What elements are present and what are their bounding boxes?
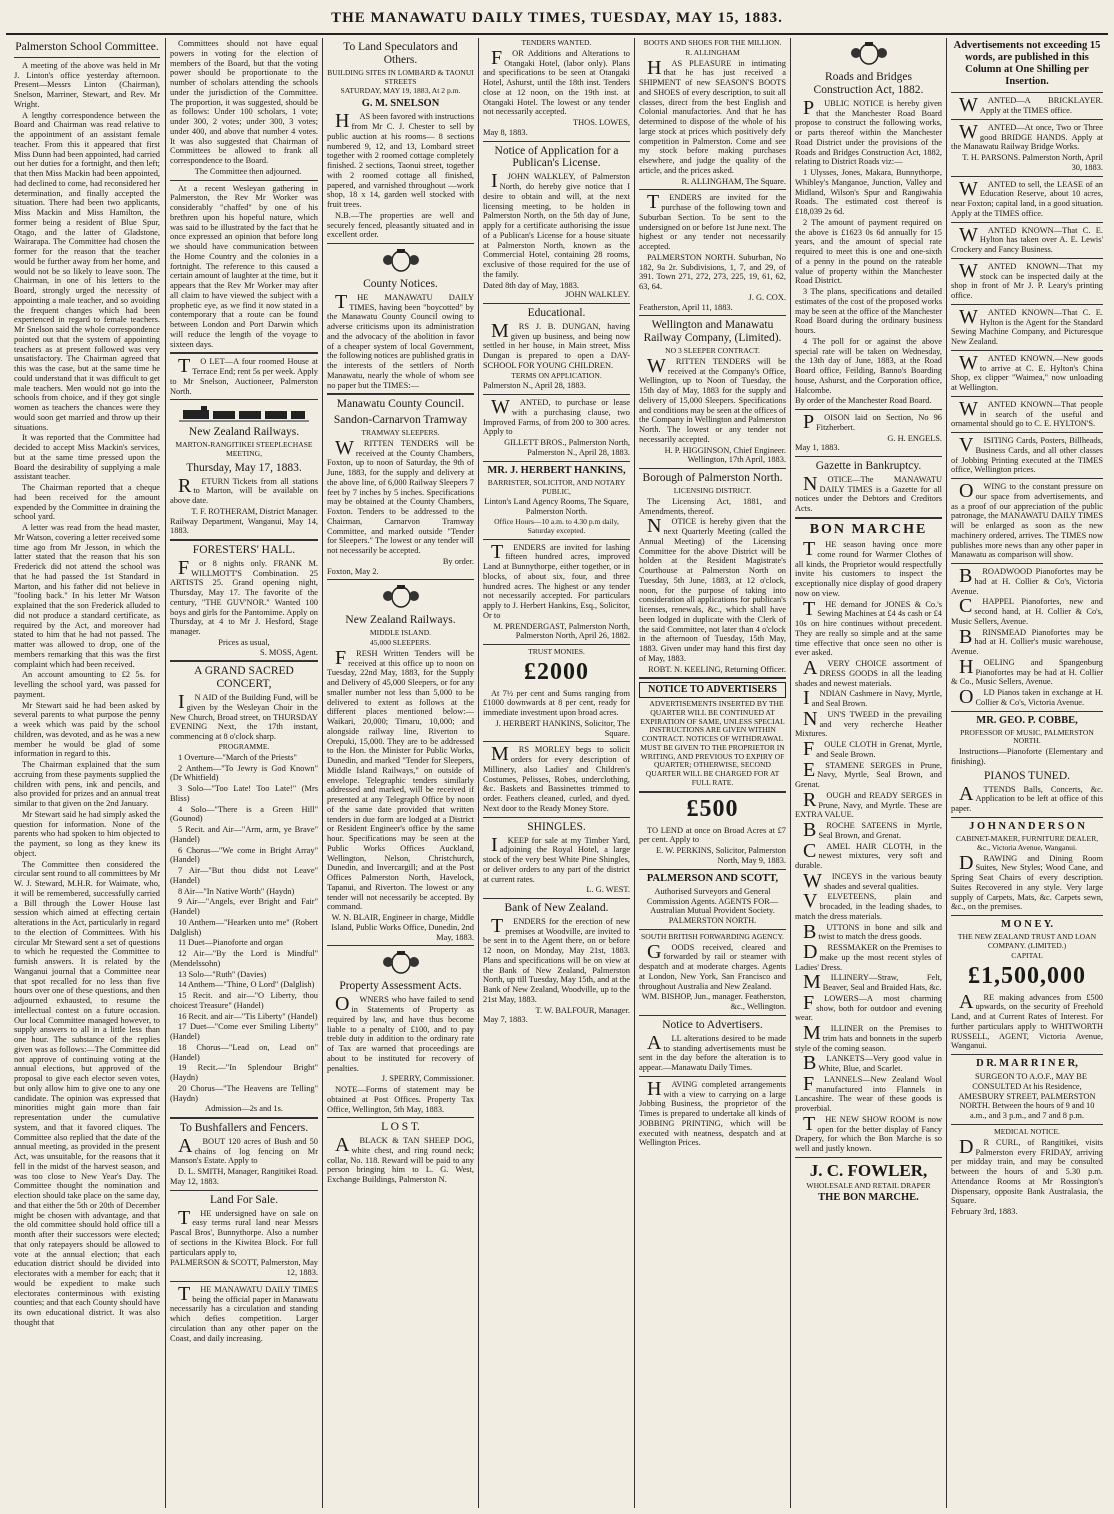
ad-body: IN AID of the Building Fund, will be given by the Wesleyan Choir in the New Church, Broad street, on THURSDAY EVENING Next, the 17th instant, commencing at 8 o'clock sharp. xyxy=(170,691,318,742)
ad-body: WRITTEN TENDERS will be received at the Company's Office, Wellington, up to Noon of Tuesday, the 15th day of May, 1883 for the supply and delivery of 15,000 Sleepers. Specifications and conditions may be seen at the offices of the Company in Wellington and Palmerston North. The lowest or any tender not necessarily accepted. xyxy=(639,354,786,444)
ad-title: Educational. xyxy=(527,307,586,320)
ad-dateline: Railway Department, Wanganui, May 14, 1883. xyxy=(170,516,318,536)
program-heading: PROGRAMME. xyxy=(218,741,270,751)
ad-signature: T. W. BALFOUR, Manager. xyxy=(535,1005,630,1015)
divider xyxy=(327,945,474,946)
roads-item: 4 The poll for or against the above special rate will be taken on Wednesday, the 13th day of June, 1883, at the Road Board office, Feilding, Banno's Boarding house, Ashurst, and the Corporation office, Halcombe. xyxy=(795,336,942,395)
divider xyxy=(951,1124,1103,1125)
ad-title: To Bushfallers and Fencers. xyxy=(179,1122,309,1135)
bon-marche-item: FLOWERS—A most charming show, both for outdoor and evening wear. xyxy=(795,991,942,1023)
small-ad: BROADWOOD Pianofortes may be had at H. Collier & Co's, Victoria Avenue. xyxy=(951,565,1103,596)
ad-line: CAPITAL xyxy=(1011,950,1043,960)
divider xyxy=(639,189,786,190)
paragraph: The Chairman explained that the sum accruing from these payments supplied the children with pens, ink and pencils, and also provided for prizes and an annual treat similar to that given on the 2nd January. xyxy=(14,760,160,809)
divider xyxy=(327,1117,474,1118)
ad-body: IKEEP for sale at my Timber Yard, adjoining the Royal Hotel, a large stock of the very best White Pine Shingles, or deliver orders to any part of the district at current rates. xyxy=(483,833,630,884)
train-icon xyxy=(179,403,309,423)
masthead: THE MANAWATU DAILY TIMES, TUESDAY, MAY 15, 1883. xyxy=(331,10,783,26)
ad-subtitle: Sandon-Carnarvon Tramway xyxy=(333,414,468,427)
ad-title: PIANOS TUNED. xyxy=(983,769,1071,782)
divider xyxy=(483,461,630,462)
program-item: 6 Chorus—"We come in Bright Array" (Handel) xyxy=(170,845,318,865)
ad-signature: By order of the Manchester Road Board. xyxy=(795,396,932,406)
divider xyxy=(639,1015,786,1016)
ad-body: GOODS received, cleared and forwarded by rail or steamer with despatch and at moderate charges. Agents at London, New York, San Francisco and throughout Australia and New Zealand. xyxy=(639,940,786,991)
ad-body: DRAWING and Dining Room Suites, New Styles; Wood Cane, and Spring Seat Chairs of every description. Suites Recovered in any style. Very large supply of Carpets, Mats, &c. Carpets sewn, &c., on the premises. xyxy=(951,851,1103,912)
divider xyxy=(327,243,474,244)
ad-title: MEDICAL NOTICE. xyxy=(994,1126,1060,1136)
ad-body: THE MANAWATU DAILY TIMES being the official paper in Manawatu necessarily has a circulation and standing which defies competition. Larger circulation than any other paper on the Coast, and daily increasing. xyxy=(170,1282,318,1343)
bon-marche-item: NUN'S TWEED in the prevailing and very recherche Heather Mixtures. xyxy=(795,707,942,739)
ad-title: FORESTERS' HALL. xyxy=(192,544,296,557)
ad-subtitle: R. ALLINGHAM xyxy=(685,47,740,57)
ad-subtitle: MIDDLE ISLAND. xyxy=(369,628,432,638)
divider xyxy=(951,304,1103,305)
column-1 xyxy=(14,38,160,1508)
paragraph: It was reported that the Committee had decided to accept Miss Mackin's services, but at the same time pressed upon the Board the desirability of supplying a male assistant teacher. xyxy=(14,433,160,482)
ad-body: The Licensing Act, 1881, and Amendments, thereof. xyxy=(639,496,786,516)
column-rule xyxy=(946,38,947,1508)
ad-line: TERMS ON APPLICATION. xyxy=(511,370,602,380)
divider xyxy=(951,258,1103,259)
ad-body: DR CURL, of Rangitikei, visits Palmerston every FRIDAY, arriving per midday train, and may be consulted between the hours of and 5.30 p.m. Attendance Rooms at Mr Rossington's Dispensary, opposite Bank Australasia, the Square. xyxy=(951,1135,1103,1206)
divider xyxy=(170,1281,318,1282)
divider xyxy=(170,180,318,181)
ad-body: HAS PLEASURE in intimating that he has just received a SHIPMENT of new SEASON'S BOOTS and SHOES of every description, to suit all classes, direct from the best English and Colonial manufactories. And that he has determined to dispose of the whole of his large stock at prices which positively defy competition in Palmerston. Come and see my stock before making purchases elsewhere, and judge the quality of the article, and the prices asked. xyxy=(639,56,786,175)
divider xyxy=(795,1157,942,1158)
divider xyxy=(483,539,630,540)
divider xyxy=(795,517,942,519)
ad-body: HAS been favored with instructions from Mr C. J. Chester to sell by public auction at his rooms— 8 sections numbered 9, 12, and 13, Lombard street together with 2 roomed cottage completely finished. 2 sections, Taonui street, together with 2 roomed cottage all finished, papered, and varnished throughout —work shop, 18 x 14, garden well stocked with fruit trees. xyxy=(327,110,474,210)
ad-title: MR. GEO. P. COBBE, xyxy=(976,714,1078,726)
ad-title: Manawatu County Council. xyxy=(336,398,465,411)
ad-signature: R. ALLINGHAM, The Square. xyxy=(681,176,786,186)
divider xyxy=(795,409,942,410)
bon-marche-list xyxy=(795,540,942,1154)
divider xyxy=(951,1054,1103,1055)
ad-body: NOTICE is hereby given that the next Quarterly Meeting (called the Annual Meeting) of the Licensing Committee for the above District will be holden at the Resident Magistrate's Courthouse at Palmerston North on Tuesday, 5th June, 1883, at 12 o'clock, noon, for the purpose of taking into consideration all applications for publican's licenses, renewals, &c., which shall have been lodged in duplicate with the Clerk of the said Committee, not later than 4 o'clock in the afternoon of Tuesday, 15th May, 1883. Given under may hand this first day of May, 1883. xyxy=(639,515,786,663)
small-ad: VISITING Cards, Posters, Billheads, Business Cards, and all other classes of Jobbing Printing executed at the TIMES office, Wellington prices. xyxy=(951,434,1103,475)
program-item: 9 Air—"Angels, ever Bright and Fair" (Handel) xyxy=(170,897,318,917)
paragraph: The Chairman reported that a cheque had been received for the amount expended by the Committee in draining the school yard. xyxy=(14,483,160,522)
column-rule xyxy=(478,38,479,1508)
ad-body: PUBLIC NOTICE is hereby given that the Manchester Road Board propose to construct the following works, or parts thereof within the Manchester Road District under the provisions of the Roads and Bridges Construction Act, 1882, relating to District Roads viz:— xyxy=(795,96,942,167)
divider xyxy=(951,915,1103,916)
ad-body: TENDERS for the erection of new premises at Woodville, are invited to be sent in to the Agent there, on or before 12 noon, on Monday, May 21st, 1883. Plans and specifications will be on view at the Bank of New Zealand, Palmerston North, up till Tuesday, May 15th, and at the Bank of New Zealand, Woodville, up to the 21st May, 1883. xyxy=(483,914,630,1004)
bon-marche-item: THE demand for JONES & Co.'s Sewing Machines at £4 4s cash or £4 10s on hire continues without precedent. They are really so simple and at the same time effective that once seen no other is ever asked. xyxy=(795,597,942,658)
paragraph: An account amounting to £2 5s. for levelling the school yard, was passed for payment. xyxy=(14,670,160,699)
ad-title: Notice of Application for a Publican's License. xyxy=(494,144,619,170)
roads-list xyxy=(795,168,942,395)
ad-signature: ROBT. N. KEELING, Returning Officer. xyxy=(648,664,786,674)
ad-title: BOOTS AND SHOES FOR THE MILLION. xyxy=(643,38,782,47)
paragraph: Mr Stewart said he had been asked by several parents to what purpose the penny a week which was paid by the school children, was devoted, and as he was a new member he would be glad of some information in regard to this. xyxy=(14,700,160,759)
divider xyxy=(951,396,1103,397)
divider xyxy=(951,119,1103,120)
ad-body: WRITTEN TENDERS will be received at the County Chambers, Foxton, up to noon of Saturday, the 9th of June, 1883, for the supply and delivery at the above line, of 6,000 Railway Sleepers 7 feet by 7 inches by 5 inches. Specifications may be obtained at the County Chambers, Foxton. Tenders to be addressed to the Chairman, Carnarvon Tramway Committee, and marked outside "Tender for Sleepers." The lowest or any tender will not necessarily be accepted. xyxy=(327,436,474,556)
ad-signature: THOS. LOWES, xyxy=(573,118,630,128)
ad-title: County Notices. xyxy=(363,278,438,291)
coat-of-arms-icon xyxy=(846,40,892,68)
paragraph: The Committee then adjourned. xyxy=(194,166,302,176)
fowler-store: THE BON MARCHE. xyxy=(818,1192,919,1204)
divider xyxy=(951,92,1103,93)
ad-body: MRS J. B. DUNGAN, having given up business, and being now settled in her house, in Main street, Miss Dungan is prepared to open a DAY-SCHOOL FOR YOUNG CHILDREN. xyxy=(483,319,630,370)
auctioneer-name: G. M. SNELSON xyxy=(361,98,440,110)
ad-dateline: May 8, 1883. xyxy=(483,127,528,137)
program-item: 18 Chorus—"Lead on, Lead on" (Handel) xyxy=(170,1042,318,1062)
program-item: 12 Air—"By the Lord is Mindful" (Mendelssohn) xyxy=(170,949,318,968)
coat-of-arms-icon xyxy=(378,583,424,611)
program-item: 8 Air—"In Native Worth" (Haydn) xyxy=(178,886,295,896)
ad-signature: PALMERSON & SCOTT, Palmerston, May 12, 1883. xyxy=(170,1258,318,1278)
small-ad: WANTED to sell, the LEASE of an Education Reserve, about 10 acres, near Foxton; capital land, in a good situation. Apply at the TIMES office. xyxy=(951,177,1103,218)
ad-dateline: February 3rd, 1883. xyxy=(951,1207,1018,1217)
divider xyxy=(483,394,630,395)
divider xyxy=(14,57,160,58)
divider xyxy=(327,579,474,580)
ad-note: NOTE—Forms of statement may be obtained at Post Offices. Property Tax Office, Wellington, 5th May, 1883. xyxy=(327,1085,474,1114)
ad-subtitle: LICENSING DISTRICT. xyxy=(673,486,752,496)
program-list xyxy=(170,753,318,1104)
bon-marche-item: VELVETEENS, plain and brocaded, in the leading shades, to match the dress materials. xyxy=(795,890,942,921)
bon-marche-item: CAMEL HAIR CLOTH, in the newest mixtures, very soft and durable. xyxy=(795,839,942,871)
ad-signature: M. PRENDERGAST, Palmerston North, Palmerston North, April 26, 1882. xyxy=(493,621,630,641)
divider xyxy=(170,660,318,662)
divider xyxy=(639,677,786,679)
divider xyxy=(327,393,474,395)
ad-body: ARE making advances from £500 upwards, on the security of Freehold Land, and at Current Rates of Interest. For further particulars apply to WHITWORTH RUSSELL, AGENT, Victoria Avenue, Wanganui. xyxy=(951,990,1103,1051)
ad-amount: £1,500,000 xyxy=(968,962,1086,989)
ad-signature: J. HERBERT HANKINS, Solicitor, The Square. xyxy=(495,718,630,738)
divider xyxy=(639,315,786,316)
ad-body: ABOUT 120 acres of Bush and 50 chains of log fencing on Mr Manson's Estate. Apply to xyxy=(170,1134,318,1166)
program-item: 16 Recit. and air—"Tis Liberty" (Handel) xyxy=(178,1011,318,1021)
ad-body: For 8 nights only. FRANK M. WILLMOTT'S Combination. 25 ARTISTS 25. Grand opening night, Thursday, May 17. The favorite of the century, "THE GUV'NOR." Wanted 100 boys and girls for the Pantomime. Apply on Thursday, at 4 to Mr J. Hesford, Stage manager. xyxy=(170,556,318,637)
ad-title: D R. M A R R I N E R, xyxy=(976,1058,1078,1070)
divider xyxy=(951,478,1103,479)
column-2 xyxy=(170,38,318,1508)
column-rule xyxy=(790,38,791,1508)
ad-dateline: Featherston, April 11, 1883. xyxy=(639,302,733,312)
ad-signature: J. G. COX. xyxy=(748,292,786,302)
small-ad: WANTED—A BRICKLAYER. Apply at the TIMES office. xyxy=(959,94,1103,117)
divider xyxy=(639,791,786,793)
divider xyxy=(170,1190,318,1191)
ad-body: PALMERSTON NORTH. Suburban, No 182, 9a 2r. Subdivisions, 1, 7, and 29, of 391. Town 271, 272, 273, 225, 19, 61, 62, 63, 64. xyxy=(639,252,786,292)
ad-title: SHINGLES. xyxy=(527,820,586,833)
ad-dateline: May 12, 1883. xyxy=(170,1176,219,1186)
ad-title: TRUST MONIES. xyxy=(528,647,585,657)
ad-signature: JOHN WALKLEY. xyxy=(565,290,630,300)
bon-marche-item: BUTTONS in bone and silk and twist to match the dress goods. xyxy=(803,920,942,943)
ad-signature: T. F. ROTHERAM, District Manager. xyxy=(191,506,318,516)
program-item: 3 Solo—"Too Late! Too Late!" (Mrs Bliss) xyxy=(170,784,318,803)
bon-marche-item: WINCEYS in the various beauty shades and several qualities. xyxy=(803,869,942,892)
coat-of-arms-icon xyxy=(378,949,424,977)
ad-title: New Zealand Railways. xyxy=(188,426,300,439)
ad-subtitle: TRAMWAY SLEEPERS. xyxy=(361,428,440,438)
ad-subtitle: 45,000 SLEEPERS. xyxy=(370,638,431,648)
small-ad: BRINSMEAD Pianofortes may be had at H. Collier's music warehouse, Avenue. xyxy=(951,625,1103,656)
ad-signature: J. SPERRY, Commissioner. xyxy=(381,1074,474,1084)
divider xyxy=(951,222,1103,223)
divider xyxy=(483,817,630,818)
ad-signature: E. W. PERKINS, Solicitor, Palmerston North, May 9, 1883. xyxy=(656,846,786,865)
column-rule xyxy=(634,38,635,1508)
bon-marche-item: MILLINERY—Straw, Felt, Beaver, Seal and Braided Hats, &c. xyxy=(803,971,942,994)
small-ad: CHAPPEL Pianofortes, new and second hand, at H. Collier & Co's, Music Sellers, Avenue. xyxy=(951,595,1103,626)
ad-title: A GRAND SACRED CONCERT, xyxy=(194,665,294,691)
column-5 xyxy=(639,38,786,1508)
ad-subtitle: CABINET-MAKER, FURNITURE DEALER, &c., Victoria Avenue, Wanganui. xyxy=(955,834,1099,852)
ad-body: OWNERS who have failed to send in Statements of Property as required by law, and have thus become liable to a penalty of £100, and to pay treble duty in addition to the ordinary rate of Tax are warned that proceedings are about to be instituted for recovery of penalties. xyxy=(327,993,474,1073)
ad-body: SURGEON TO A.O.F., MAY BE CONSULTED At his Residence, AMESBURY STREET, PALMERSTON NORTH. Between the hours of 9 and 10 a.m., and 3 p.m., and 7 and 8 p.m. xyxy=(958,1072,1096,1121)
ad-subtitle: MARTON-RANGITIKEI STEEPLECHASE MEETING, xyxy=(175,440,313,458)
ad-signature: T. H. PARSONS. Palmerston North, April 30, 1883. xyxy=(962,153,1103,172)
program-item: 19 Recit.—"In Splendour Bright" (Haydn) xyxy=(170,1063,318,1083)
ad-dateline: Dated 8th day of May, 1883. xyxy=(483,280,579,290)
bon-marche-item: DRESSMAKER on the Premises to make up the most recent styles of Ladies' Dress. xyxy=(795,941,942,972)
program-item: 14 Anthem—"Thine, O Lord" (Dalglish) xyxy=(178,980,315,990)
divider xyxy=(639,869,786,870)
roads-item: 1 Ulysses, Jones, Makara, Bunnythorpe, Whibley's Manganoe, Junction, Valley and Midland, Wilson's Spur and Rangiwahia Roads. The estimated cost thereof is £18,039 2s 6d. xyxy=(795,168,942,216)
paragraph: A letter was read from the head master, Mr Watson, covering a letter received some time ago from Mr Jesson, in which the latter stated that the reason that his son Frederick did not attend the school was that he had passed the 1st Standard in Marton, and his father did not believe in "fooling back." In his letter Mr Watson explained that the son Frederick alluded to did not produce a standard certificate, as required by the Act, and moreover had stated to him that he had not passed. The matter was allowed to drop, one of the members remarking that this was the first complaint which had been received. xyxy=(14,523,160,669)
ad-body: THE undersigned have on sale on easy terms rural land near Messrs Pascal Bros', Bunnythorpe. Also a number of sections in the Kiwitea Block. For full particulars apply to, xyxy=(170,1206,318,1257)
ad-title: J O H N A N D E R S O N xyxy=(969,820,1085,832)
ad-body: WANTED, to purchase or lease with a purchasing clause, two Improved Farms, of from 200 to 300 acres. Apply to xyxy=(483,396,630,437)
ad-signature: GILLETT BROS., Palmerston North, Palmerston N., April 28, 1883. xyxy=(504,438,630,457)
divider xyxy=(483,303,630,304)
ad-title: Wellington and Manawatu Railway Company, (Limited). xyxy=(643,319,782,345)
bon-marche-item: BLANKETS—Very good value in White, Blue, and Scarlet. xyxy=(803,1052,942,1075)
ad-to-let: TO LET—A four roomed House at Terrace End; rent 5s per week. Apply to Mr Snelson, Auctioneer, Palmerston North. xyxy=(170,355,318,396)
ad-body: FOR Additions and Alterations to Otangaki Hotel, (labor only). Plans and specifications to be seen at Otangaki Hotel, Ashurst, until the 18th inst. Tenders close at 12 noon, on the 19th inst. at Otangaki Hotel. The lowest or any tender not necessarily accepted. xyxy=(483,46,630,117)
column-rule xyxy=(165,38,166,1508)
bon-marche-item: ESTAMENE SERGES in Prune, Navy, Myrtle, Seal Brown, and Grenat. xyxy=(795,758,942,790)
column-heading: Advertisements not exceeding 15 words, are published in this Column at One Shilling per Insertion. xyxy=(953,40,1101,88)
small-ad: HOELING and Spangenburg Pianofortes may be had at H. Collier & Co., Music Sellers, Avenue. xyxy=(951,655,1103,687)
ad-body: NOTICE—The MANAWATU DAILY TIMES is a Gazette for all notices under the Debtors and Creditors Acts. xyxy=(795,472,942,514)
ad-body: TO LEND at once on Broad Acres at £7 per cent. Apply to xyxy=(639,825,786,845)
divider xyxy=(170,539,318,541)
small-ad: WANTED KNOWN—That C. E. Hylton has taken over A. E. Lewis' Crockery and Fancy Business. xyxy=(951,223,1103,254)
divider xyxy=(951,817,1103,818)
paragraph: Mr Stewart said he had simply asked the question for information. None of the parents who had spoken to him objected to the payment, so long as they knew its object. xyxy=(14,809,160,858)
ad-subtitle: BUILDING SITES IN LOMBARD & TAONUI STREETS xyxy=(327,67,474,86)
program-item: 20 Chorus—"The Heavens are Telling" (Haydn) xyxy=(170,1083,318,1103)
program-item: 4 Solo—"There is a Green Hill" (Gounod) xyxy=(170,804,318,824)
bon-marche-item: INDIAN Cashmere in Navy, Myrtle, and Seal Brown. xyxy=(803,687,942,710)
program-item: 11 Duet—Pianoforte and organ xyxy=(178,938,283,948)
ad-body: Authorised Surveyors and General Commission Agents. AGENTS FOR—Australian Mutual Provident Society. PALMERSTON NORTH. xyxy=(646,886,779,926)
ad-signature: S. MOSS, Agent. xyxy=(260,647,318,657)
bon-marche-heading: BON MARCHE xyxy=(809,521,928,537)
divider xyxy=(951,432,1103,433)
ad-title: Roads and Bridges Construction Act, 1882. xyxy=(813,71,924,96)
ad-subtitle: BARRISTER, SOLICITOR, AND NOTARY PUBLIC, xyxy=(487,477,626,496)
column-rule xyxy=(322,38,323,1508)
ad-title: Gazette in Bankruptcy. xyxy=(815,460,922,472)
ad-amount: £500 xyxy=(686,795,739,822)
ad-line: Admission—2s and 1s. xyxy=(205,1104,283,1114)
ad-dateline: Palmerston N., April 28, 1883. xyxy=(483,381,586,391)
ad-signature: D. L. SMITH, Manager, Rangitikei Road. xyxy=(177,1167,318,1177)
fowler-subtitle: WHOLESALE AND RETAIL DRAPER xyxy=(806,1180,931,1190)
divider xyxy=(951,711,1103,712)
ad-date: SATURDAY, MAY 19, 1883, At 2 p.m. xyxy=(340,86,461,96)
ad-title: New Zealand Railways. xyxy=(345,614,456,627)
ad-body: HAVING completed arrangements with a view to carrying on a large Jobbing Business, the proprietor of the Times is prepared to undertake all kinds of JOBBING PRINTING, which will be executed with neatness, despatch and at Wellington Prices. xyxy=(639,1077,786,1148)
ad-body: Linton's Land Agency Rooms, The Square, Palmerston North. xyxy=(484,497,629,517)
divider xyxy=(639,1076,786,1077)
bon-marche-item: BROCHE SATEENS in Myrtle, Seal Brown, and Grenat. xyxy=(803,819,942,842)
fowler-name: J. C. FOWLER, xyxy=(809,1160,928,1180)
ad-signature: L. G. WEST. xyxy=(586,885,630,895)
small-ad: WANTED KNOWN—That my stock can be inspected daily at the shop in front of Mr J. P. Leary's printing office. xyxy=(951,259,1103,300)
ad-title: SOUTH BRITISH FORWARDING AGENCY. xyxy=(641,931,784,941)
ad-title: To Land Speculators and Others. xyxy=(343,41,458,66)
program-item: 15 Recit. and air—"O Liberty, thou choicest Treasure" (Handel) xyxy=(170,991,318,1010)
ad-title: M O N E Y. xyxy=(1000,919,1054,931)
ad-title: Property Assessment Acts. xyxy=(339,980,462,993)
divider xyxy=(483,741,630,742)
roads-item: 2 The amount of payment required on the above is £1623 0s 6d annually for 15 years, and the amount of special rate required to meet this is one and one-sixth of a penny in the pound on the rateable value of property within the Manchester Road District. xyxy=(795,217,942,286)
program-item: 10 Anthem—"Hearken unto me" (Robert Dalglish) xyxy=(170,917,318,937)
column-7 xyxy=(951,38,1103,1508)
ad-note: N.B.—The properties are well and securely fenced, pleasantly situated and in excellent order. xyxy=(327,210,474,240)
program-item: 17 Duet—"Come ever Smiling Liberty" (Handel) xyxy=(170,1022,318,1042)
article-title: Palmerston School Committee. xyxy=(15,41,159,53)
ad-signature: H. P. HIGGINSON, Chief Engineer. Wellington, 17th April, 1883. xyxy=(664,445,786,465)
ad-title: TENDERS WANTED. xyxy=(521,38,592,47)
bon-marche-item: FLANNELS—New Zealand Wool manufactured into Flannels in Lancashire. The wear of these goods is proverbial. xyxy=(795,1072,942,1114)
divider xyxy=(639,929,786,930)
ad-body: ABLACK & TAN SHEEP DOG, white chest, and ring round neck; collar, No. 118. Reward will be paid to any person bringing him to L. G. West, Exchange Buildings, Palmerston N. xyxy=(327,1134,474,1185)
ad-body: ALL alterations desired to be made to standing advertisements must be sent in the day before the alteration is to appear.—Manawatu Daily Times. xyxy=(639,1031,786,1073)
program-item: 5 Recit. and Air—"Arm, arm, ye Brave" (Handel) xyxy=(170,825,318,844)
divider xyxy=(170,1117,318,1119)
coat-of-arms-icon xyxy=(378,247,424,275)
ad-title: Notice to Advertisers. xyxy=(662,1018,763,1031)
divider xyxy=(795,456,942,457)
ad-body: MRS MORLEY begs to solicit orders for every description of Millinery, also Ladies' and Children's Costumes, Pelisses, Robes, underclothing, &c. Baskets and Bassinettes trimmed to order. Feathers cleaned, curled, and dyed. Next door to the Ready Money Store. xyxy=(483,743,630,813)
ad-body: At 7½ per cent and Sums ranging from £1000 downwards at 8 per cent, ready for immediate investment upon broad acres. xyxy=(483,688,630,718)
bon-marche-item: MILLINER on the Premises to trim hats and bonnets in the superb style of the coming season. xyxy=(795,1022,942,1053)
divider xyxy=(483,141,630,142)
paragraph: The Committee then considered the circular sent round to all committees by Mr W. J. Steward, M.H.R. for Waimate, who, it will be remembered, successfully carried a Bill through the Lower House last session which aimed at effecting certain alterations in the Act, particularly in regard to the election of Committees. With his circular Mr Steward sent a set of questions to which he requested the Committee to furnish answers. It is related by the Wanganui journal that a Committee near that spot recalled for no less than five hours over one of these questions, and then adjourned exhausted, to resume the intellectual contest on a future occasion. Our local Committee managed however, to supply answers to all in a little less than one hour. The substance of the replies given was as follows:—The Committee did not approve of continuing voting at the annual elections, but approved of the proposal to give each elector seven votes, but only allow him to give one to any one candidate. The opinion was expressed that minorities might gain more than fair representation under the cumulative system, and that it favored cliques. The Committee also replied that the date of the annual meeting, as provided in the present Act, was unsuitable, for the reasons that it fell in the midst of the harvest season, and was too close to New Year's Day. The Committee thought the nomination and election should take place on the same day, and that either the 5th or 20th of December might be chosen with advantage, and that the old committee should hold office till a month after their successors were elected; that only ratepayers should be allowed to vote at the annual election; that each education district should be divided into electorates with a member for each; that it would be expedient to make such electorates conterminous with existing counties; and that each County should have its own educational district. It was also thought that xyxy=(14,859,160,1327)
small-ad: WANTED KNOWN.—New goods to arrive at C. E. Hylton's China Shop, ex clipper "Waimea," now unloading at Wellington. xyxy=(951,351,1103,392)
ad-body: IJOHN WALKLEY, of Palmerston North, do hereby give notice that I desire to obtain and will, at the next licensing meeting, to be holden in Palmerston North, on the 5th day of June, apply for a certificate authorising the issue of a Publican's License for a house situate at Palmerston North, known as the Commercial Hotel, containing 28 rooms, exclusive of those required for the use of the family. xyxy=(483,170,630,279)
ad-amount: £2000 xyxy=(524,658,589,685)
column-6 xyxy=(795,38,942,1508)
divider xyxy=(951,563,1103,564)
column-4 xyxy=(483,38,630,1508)
paragraph: At a recent Wesleyan gathering in Palmerston, the Rev Mr Worker was considerably "chaffed" by one of his brethren upon his hopeful nature, which was said to be illustrated by the fact that he once expressed an opinion that before long we should have communication between the Home Country and the colonies in a fortnight. The reference to this caused a certain amount of laughter at the time, but it appears that the Rev Mr Worker may after all claim to have viewed the subject with a prophetic eye, as we find it now stated in a contemporary that a route can be found between London and Port Darwin which will reduce the length of the voyage to sixteen days. xyxy=(170,183,318,349)
ad-title: L O S T. xyxy=(381,1121,420,1134)
program-item: 7 Air—"But thou didst not Leave" (Handel) xyxy=(170,866,318,885)
small-ad: WANTED—At once, Two or Three good BRIDGE HANDS. Apply at the Manawatu Railway Bridge Works. xyxy=(951,120,1103,152)
ad-body: POISON laid on Section, No 96 Fitzherbert. xyxy=(803,411,942,433)
ad-title: Bank of New Zealand. xyxy=(504,902,609,915)
divider xyxy=(170,352,318,354)
divider xyxy=(639,468,786,469)
ad-body: Instructions—Pianoforte (Elementary and finishing). xyxy=(951,747,1103,767)
ad-line: Prices as usual, xyxy=(218,637,270,647)
ad-dateline: Foxton, May 2. xyxy=(327,566,379,576)
ad-subtitle: THE NEW ZEALAND TRUST AND LOAN COMPANY. (LIMITED.) xyxy=(957,932,1097,951)
ad-body: ATTENDS Balls, Concerts, &c. Application to be left at office of this paper. xyxy=(951,782,1103,814)
program-item: 2 Anthem—"To Jewry is God Known" (Dr Whitfield) xyxy=(170,763,318,783)
ad-subtitle: NO 3 SLEEPER CONTRACT. xyxy=(665,346,760,356)
bon-marche-item: THE season having once more come round for Warmer Clothes of all kinds, the Proprietor would respectfully invite his customers to inspect the exceptionally nice display of good drapery now on view. xyxy=(795,538,942,598)
ad-subtitle: PROFESSOR OF MUSIC, PALMERSTON NORTH. xyxy=(960,727,1094,746)
ad-body: THE MANAWATU DAILY TIMES, having been "boycotted" by the Manawatu County Council owing to adverse criticisms upon its administration and the advocacy of the abolition in favor of a cheaper system of local Government, the following notices are published gratis in the interests of the settlers of North Manawatu, nearly the whole of whom see no paper but the TIMES:— xyxy=(327,290,474,390)
ad-title: Borough of Palmerston North. xyxy=(642,472,783,485)
bon-marche-item: FOULE CLOTH in Grenat, Myrtle, and Seale Brown. xyxy=(803,738,942,761)
divider xyxy=(170,399,318,400)
program-item: 1 Overture—"March of the Priests" xyxy=(178,752,297,762)
bon-marche-item: ROUGH and READY SERGES in Prune, Navy, and Myrtle. These are EXTRA VALUE. xyxy=(795,788,942,820)
divider xyxy=(483,644,630,645)
ad-title: MR. J. HERBERT HANKINS, xyxy=(487,464,626,476)
divider xyxy=(951,350,1103,351)
small-ad: WANTED KNOWN—That C. E. Hylton is the Agent for the Standard Sewing Machine Company, and Picturesque New Zealand. xyxy=(951,305,1103,346)
ad-signature: WM. BISHOP, Jun., manager. Featherston, &c., Wellington. xyxy=(641,992,786,1012)
small-ad: OLD Pianos taken in exchange at H. Collier & Co's, Victoria Avenue. xyxy=(959,686,1103,708)
ad-signature: W. N. BLAIR, Engineer in charge, Middle Island, Public Works Office, Dunedin, 2nd May, 1883. xyxy=(331,913,474,942)
bon-marche-item: AVERY CHOICE assortment of DRESS GOODS in all the leading shades and newest materials. xyxy=(795,657,942,688)
small-ad: WANTED KNOWN—That people in search of the useful and ornamental should go to C. E. HYLTON'S. xyxy=(951,397,1103,429)
paragraph: A meeting of the above was held in Mr J. Linton's office yesterday afternoon. Present—Messrs Linton (Chairman), Snelson, Marriner, Stewart, and Rev. Mr Wright. xyxy=(14,60,160,109)
small-ad: OWING to the constant pressure on our space from advertisements, and as a proof of our appreciation of the public patronage, the MANAWATU DAILY TIMES will be enlarged as soon as the new machinery ordered, arrives. The TIMES now publishes more news than any other paper in Manawatu as comparison will show. xyxy=(951,480,1103,560)
divider xyxy=(483,898,630,899)
ad-signature: By order. xyxy=(442,556,474,566)
masthead-rule xyxy=(6,33,1108,35)
roads-item: 3 The plans, specifications and detailed estimates of the cost of the proposed works may be seen at the office of the Manchester Road Board during the ordinary business hours. xyxy=(795,287,942,335)
ad-dateline: May 1, 1883. xyxy=(795,443,840,453)
ad-title: NOTICE TO ADVERTISERS xyxy=(639,682,786,698)
ad-body: RETURN Tickets from all stations to Marton, will be available on above date. xyxy=(170,474,318,506)
paragraph: Committees should not have equal powers in voting for the election of members of the Board, but that the voting power should be proportionate to the number of scholars attending the schools under the jurisdiction of the Committee. The proportion, it was suggested, should be as follows: Under 100 scholars, 1 vote; under 300, 2 votes; under 300, 3 votes; under 400, and above that number 4 votes. It was also suggested that Chairman of Committees be allowed to frank all correspondence to the Board. xyxy=(170,39,318,165)
ad-date: Thursday, May 17, 1883. xyxy=(186,461,302,474)
divider xyxy=(951,176,1103,177)
ad-line: Office Hours—10 a.m. to 4.30 p.m daily, Saturday excepted. xyxy=(494,516,619,535)
ad-body: ADVERTISEMENTS INSERTED BY THE QUARTER WILL BE CONTINUED AT EXPIRATION OF SAME, UNLESS SPECIAL INSTRUCTIONS ARE GIVEN WITHIN CONTRACT. NOTICES OF WITHDRAWAL MUST BE GIVEN TO THE PROPRIETOR IN WRITING, AND PREVIOUS TO EXPIRY OF QUARTER; OTHERWISE, SECOND QUARTER WILL BE CHARGED FOR AT FULL RATE. xyxy=(640,698,785,788)
column-3 xyxy=(327,38,474,1508)
ad-dateline: May 7, 1883. xyxy=(483,1015,528,1025)
bon-marche-item: THE NEW SHOW ROOM is now open for the better display of Fancy Drapery, for which the Bon Marche is so well and justly known. xyxy=(795,1112,942,1154)
ad-body: TENDERS are invited for lashing fifteen hundred acres, improved Land at Bunnythorpe, either together, or in blocks, of about six, four, and three hundred acres. The highest or any tender not necessarily accepted. For particulars apply to J. Herbert Hankins, Esq., Solicitor, Or to xyxy=(483,540,630,620)
ad-title: PALMERSON AND SCOTT, xyxy=(646,872,779,884)
ad-body: TENDERS are invited for the purchase of the following town and Suburban Section. To be sent to the undersigned on or before 1st June next. The highest or any tender not necessarily accepted. xyxy=(639,191,786,252)
paragraph: A lengthy correspondence between the Board and Chairman was read relative to the appointment of an assistant female teacher. From this it appeared that first Miss Dunn had been appointed, had carried out her duties for a fortnight, and then left; that then Miss Mackin had been appointed, had declined to come, had reconsidered her determination, and finally accepted the situation. There had been two applicants, Miss Mackin and Miss Hamilton, the former being a resident of Blue Spur, Otago, and the latter of Gladstone, Wairarapa. The Committee had chosen the former for the reason that the teacher would be further away from her home, and would not be so likely to leave soon. The Chairman, in one of his letters to the Board, strongly urged the necessity of appointing a male teacher, and so avoiding the frequent changes which had been experienced in regard to female teachers. Mr Snelson said the whole correspondence pointed out that the system of appointing teachers as at present followed was very unsatisfactory. The Chairman agreed that this was the case, but at the same time he could understand that it was difficult to get male teachers. Men would not go into the schools from choice, and if they got single women as teachers the chances were they would soon get married and throw up their situations. xyxy=(14,110,160,432)
program-item: 13 Solo—"Ruth" (Davies) xyxy=(178,969,267,979)
ad-title: Land For Sale. xyxy=(209,1193,279,1206)
ad-signature: G. H. ENGELS. xyxy=(887,433,942,443)
ad-body: FRESH Written Tenders will be received at this office up to noon on Tuesday, 22nd May, 1883, for the Supply and Delivery of 45,000 Sleepers, or for any smaller number not less than 5,000 to be delivered to extent as follows at the different places mentioned below:—Waikari, 20,000; Timaru, 10,000; and alongside railway line, Riverton to Orepuki, 15,000. They are to be addressed to the Hon. the Minister for Public Works, Dunedin, and marked "Tender for Sleepers, Middle Island Railways," on outside of envelope. Telegraphic tenders similarly addressed and marked, will be received if presented at any Telegraph Office by noon of the same date provided that written tenders in due form are lodged at a District or Resident Engineer's office by the same hour. Specifications may be seen at the Public Works Offices Auckland, Wellington, Nelson, Christchurch, Dunedin, and Invercargill; and at the Post Offices Palmerston North, Havelock, Tapanui, and Riverton. The lowest or any tender will not necessarily be accepted. By command. xyxy=(327,646,474,912)
